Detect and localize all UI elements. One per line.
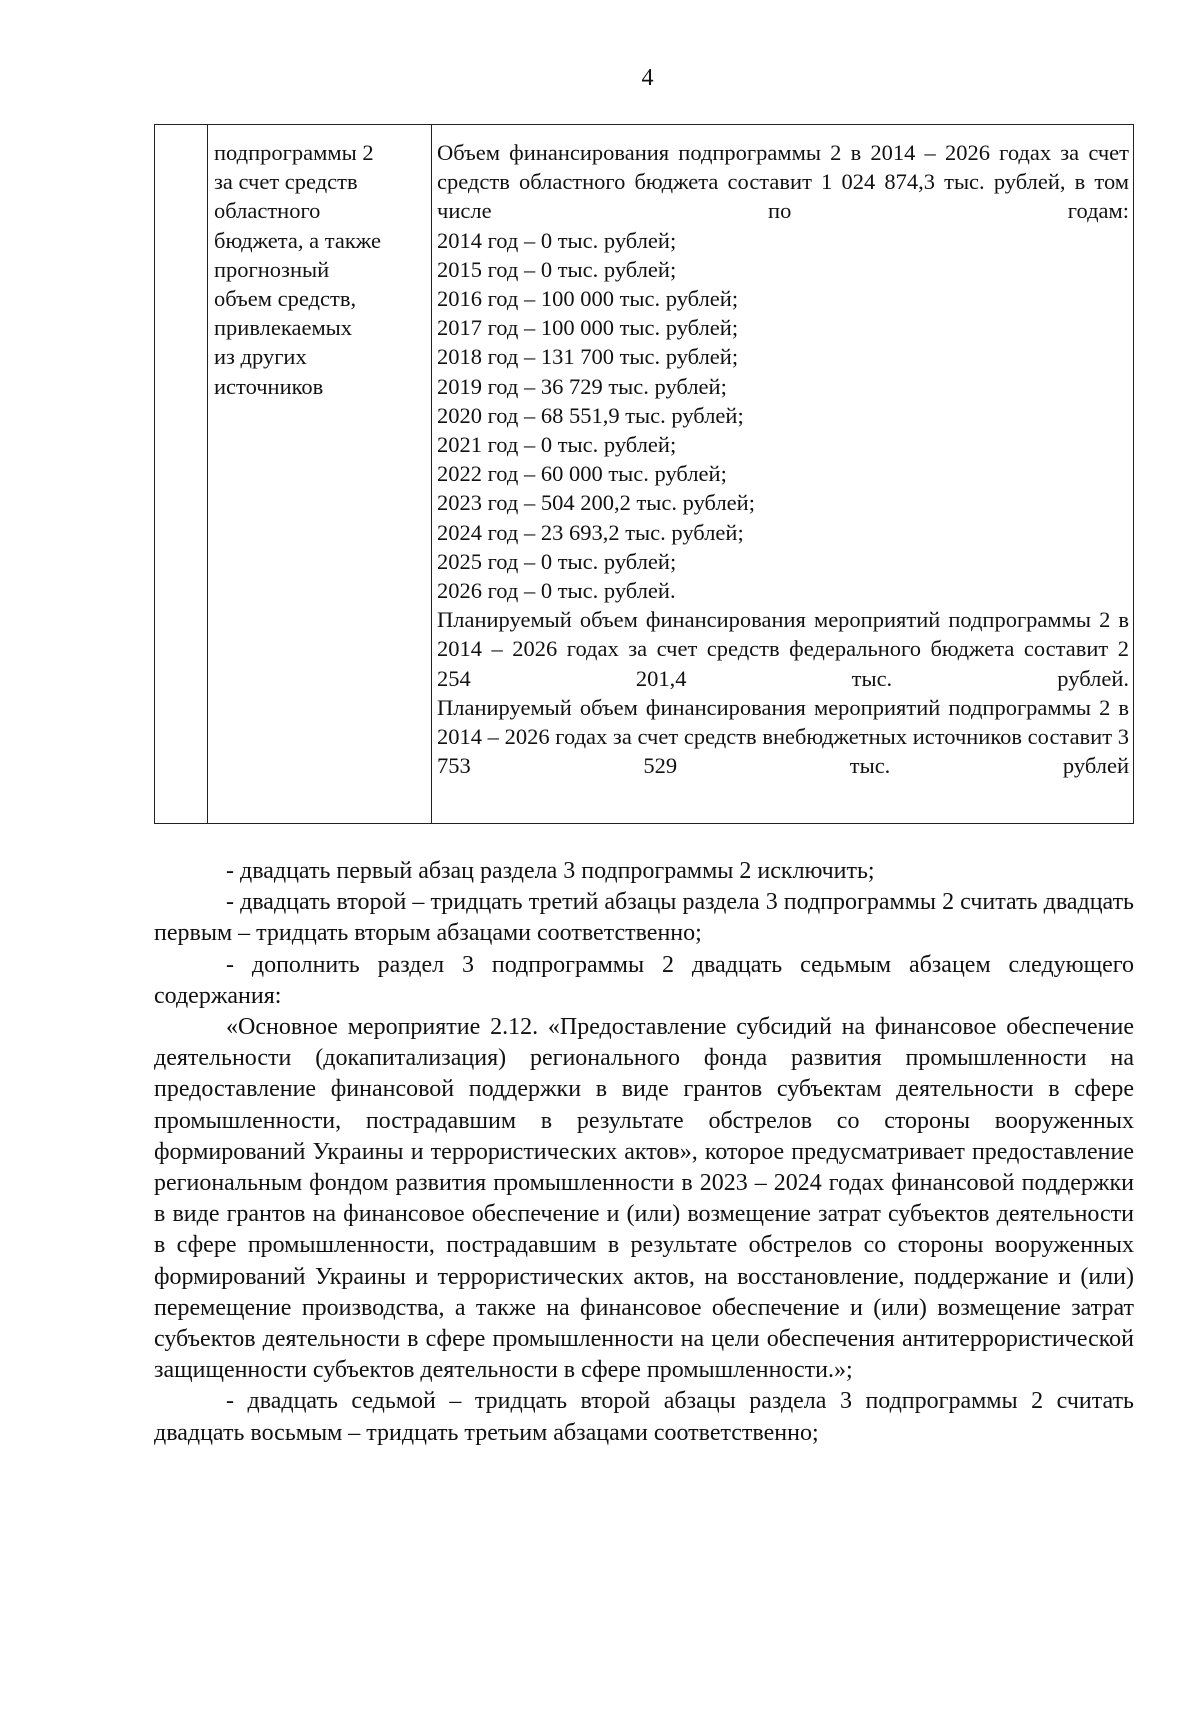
table-column-divider-2 [431, 125, 432, 823]
label-line: прогнозный [214, 256, 330, 282]
paragraph: - двадцать второй – тридцать третий абзацы раздела 3 подпрограммы 2 считать двадцать первым – тридцать вторым абзацами соответственно; [154, 889, 1134, 947]
federal-budget-text: Планируемый объем финансирования мероприятий подпрограммы 2 в 2014 – 2026 годах за счет средств федерального бюджета составит 2 254 201,4 тыс. рублей. [437, 607, 1129, 691]
paragraph: - двадцать седьмой – тридцать второй абзацы раздела 3 подпрограммы 2 считать двадцать восьмым – тридцать третьим абзацами соответственно; [154, 1388, 1134, 1446]
year-line-2021: 2021 год – 0 тыс. рублей; [437, 432, 677, 458]
label-line: из других [214, 344, 307, 370]
table-column-divider-1 [207, 125, 208, 823]
page-number: 4 [641, 65, 654, 91]
year-line-2015: 2015 год – 0 тыс. рублей; [437, 256, 677, 282]
paragraph: - дополнить раздел 3 подпрограммы 2 двадцать седьмым абзацем следующего содержания: [154, 951, 1134, 1009]
label-line: подпрограммы 2 [214, 140, 374, 165]
year-line-2016: 2016 год – 100 000 тыс. рублей; [437, 286, 739, 312]
label-line: привлекаемых [214, 315, 353, 341]
year-line-2023: 2023 год – 504 200,2 тыс. рублей; [437, 490, 755, 516]
label-line: источников [214, 373, 324, 399]
year-line-2026: 2026 год – 0 тыс. рублей. [437, 578, 676, 604]
financing-table [154, 124, 1134, 824]
year-line-2019: 2019 год – 36 729 тыс. рублей; [437, 373, 727, 399]
paragraph: «Основное мероприятие 2.12. «Предоставление субсидий на финансовое обеспечение деятельности (докапитализация) регионального фонда развития промышленности на предоставление финансовой поддержки в виде грантов субъектам деятельности в сфере промышленности, пострадавшим в результате обстрелов со стороны вооруженных формирований Украины и террористических актов», которое предусматривает предоставление региональным фондом развития промышленности в 2023 – 2024 годах финансовой поддержки в виде грантов на финансовое обеспечение и (или) возмещение затрат субъектов деятельности в сфере промышленности, пострадавшим в результате обстрелов со стороны вооруженных формирований Украины и террористических актов, на восстановление, поддержание и (или) перемещение производства, а также на финансовое обеспечение и (или) возмещение затрат субъектов деятельности в сфере промышленности на цели обеспечения антитеррористической защищенности субъектов деятельности в сфере промышленности.»; [154, 1014, 1134, 1384]
table-label-cell [214, 138, 426, 401]
label-line: областного [214, 198, 321, 224]
label-line: объем средств, [214, 286, 357, 312]
year-line-2014: 2014 год – 0 тыс. рублей; [437, 227, 677, 253]
label-line: за счет средств [214, 169, 358, 195]
document-body [154, 856, 1134, 1449]
year-line-2024: 2024 год – 23 693,2 тыс. рублей; [437, 519, 744, 545]
financing-intro: Объем финансирования подпрограммы 2 в 2014 – 2026 годах за счет средств областного бюджета составит 1 024 874,3 тыс. рублей, в том числе по годам: [437, 140, 1129, 224]
label-line: бюджета, а также [214, 227, 382, 253]
year-line-2022: 2022 год – 60 000 тыс. рублей; [437, 461, 727, 487]
year-line-2020: 2020 год – 68 551,9 тыс. рублей; [437, 402, 744, 428]
year-line-2018: 2018 год – 131 700 тыс. рублей; [437, 344, 739, 370]
table-content-cell [437, 138, 1129, 780]
extrabudget-text: Планируемый объем финансирования мероприятий подпрограммы 2 в 2014 – 2026 годах за счет средств внебюджетных источников составит 3 753 529 тыс. рублей [437, 694, 1129, 779]
paragraph: - двадцать первый абзац раздела 3 подпрограммы 2 исключить; [226, 858, 875, 884]
year-line-2017: 2017 год – 100 000 тыс. рублей; [437, 315, 739, 341]
year-line-2025: 2025 год – 0 тыс. рублей; [437, 548, 677, 574]
